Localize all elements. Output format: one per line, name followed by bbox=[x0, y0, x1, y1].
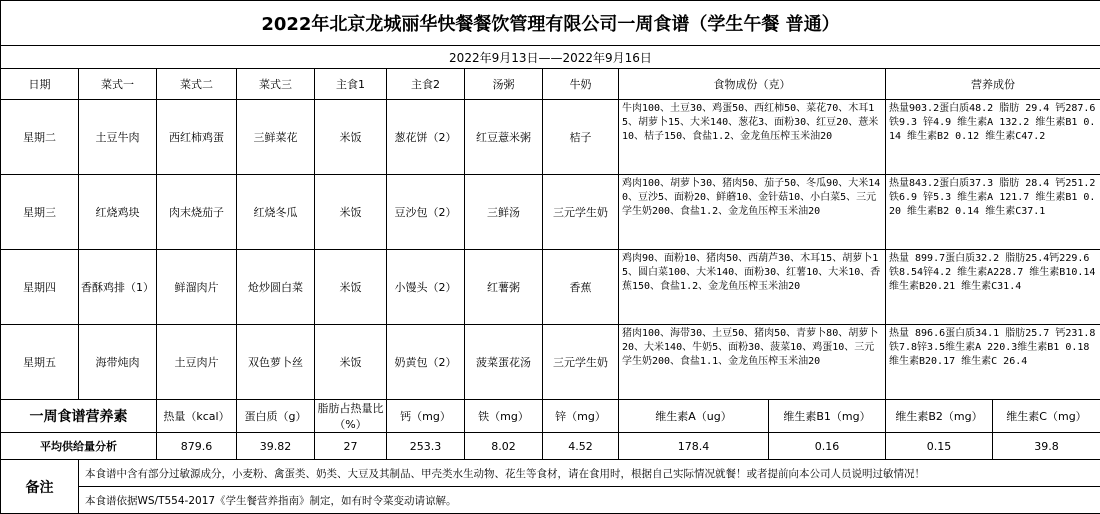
dish3-cell: 双色萝卜丝 bbox=[237, 325, 315, 400]
weekly-header-calcium: 钙（mg） bbox=[387, 400, 465, 433]
header-dish3: 菜式三 bbox=[237, 69, 315, 100]
avg-energy: 879.6 bbox=[157, 433, 237, 460]
avg-vitb1: 0.16 bbox=[769, 433, 886, 460]
soup-cell: 红豆薏米粥 bbox=[465, 100, 543, 175]
avg-protein: 39.82 bbox=[237, 433, 315, 460]
header-date: 日期 bbox=[1, 69, 79, 100]
staple1-cell: 米饭 bbox=[315, 325, 387, 400]
nutrition-cell: 热量903.2蛋白质48.2 脂肪 29.4 钙287.6 铁9.3 锌4.9 维生素A 132.2 维生素B1 0.14 维生素B2 0.12 维生素C47.2 bbox=[886, 100, 1100, 175]
weekly-header-energy: 热量（kcal） bbox=[157, 400, 237, 433]
dish1-cell: 土豆牛肉 bbox=[79, 100, 157, 175]
day-cell: 星期四 bbox=[1, 250, 79, 325]
nutrition-cell: 热量843.2蛋白质37.3 脂肪 28.4 钙251.2 铁6.9 锌5.3 维生素A 121.7 维生素B1 0.20 维生素B2 0.14 维生素C37.1 bbox=[886, 175, 1100, 250]
notes-row bbox=[1, 487, 1100, 514]
note-standard: 本食谱依据WS/T554-2017《学生餐营养指南》制定，如有时令菜变动请谅解。 bbox=[79, 487, 1100, 514]
staple1-cell: 米饭 bbox=[315, 175, 387, 250]
date-range: 2022年9月13日——2022年9月16日 bbox=[1, 46, 1100, 69]
dish2-cell: 西红柿鸡蛋 bbox=[157, 100, 237, 175]
average-label: 平均供给量分析 bbox=[1, 433, 157, 460]
header-dish2: 菜式二 bbox=[157, 69, 237, 100]
day-cell: 星期二 bbox=[1, 100, 79, 175]
avg-vitc: 39.8 bbox=[993, 433, 1100, 460]
ingredients-cell: 鸡肉90、面粉10、猪肉50、西葫芦30、木耳15、胡萝卜15、圆白菜100、大米140、面粉30、红薯10、大米10、香蕉150、食盐1.2、金龙鱼压榨玉米油20 bbox=[619, 250, 886, 325]
table-row bbox=[1, 325, 1100, 400]
table-row bbox=[1, 100, 1100, 175]
dish2-cell: 土豆肉片 bbox=[157, 325, 237, 400]
avg-calcium: 253.3 bbox=[387, 433, 465, 460]
ingredients-cell: 牛肉100、土豆30、鸡蛋50、西红柿50、菜花70、木耳15、胡萝卜15、大米140、葱花3、面粉30、红豆20、薏米10、桔子150、食盐1.2、金龙鱼压榨玉米油20 bbox=[619, 100, 886, 175]
milk-cell: 香蕉 bbox=[543, 250, 619, 325]
milk-cell: 三元学生奶 bbox=[543, 325, 619, 400]
header-soup: 汤粥 bbox=[465, 69, 543, 100]
weekly-header-protein: 蛋白质（g） bbox=[237, 400, 315, 433]
header-dish1: 菜式一 bbox=[79, 69, 157, 100]
staple1-cell: 米饭 bbox=[315, 250, 387, 325]
header-nutrition: 营养成份 bbox=[886, 69, 1100, 100]
weekly-header-zinc: 锌（mg） bbox=[543, 400, 619, 433]
header-staple1: 主食1 bbox=[315, 69, 387, 100]
day-cell: 星期五 bbox=[1, 325, 79, 400]
dish1-cell: 香酥鸡排（1） bbox=[79, 250, 157, 325]
weekly-nutrient-header-row bbox=[1, 400, 1100, 433]
staple2-cell: 豆沙包（2） bbox=[387, 175, 465, 250]
notes-label: 备注 bbox=[1, 460, 79, 514]
day-cell: 星期三 bbox=[1, 175, 79, 250]
milk-cell: 三元学生奶 bbox=[543, 175, 619, 250]
soup-cell: 菠菜蛋花汤 bbox=[465, 325, 543, 400]
staple2-cell: 小馒头（2） bbox=[387, 250, 465, 325]
header-row bbox=[1, 69, 1100, 100]
weekly-header-iron: 铁（mg） bbox=[465, 400, 543, 433]
ingredients-cell: 猪肉100、海带30、土豆50、猪肉50、青萝卜80、胡萝卜20、大米140、牛奶5、面粉30、菠菜10、鸡蛋10、三元学生奶200、食盐1.1、金龙鱼压榨玉米油20 bbox=[619, 325, 886, 400]
page-title: 2022年北京龙城丽华快餐餐饮管理有限公司一周食谱（学生午餐 普通） bbox=[1, 1, 1100, 46]
header-milk: 牛奶 bbox=[543, 69, 619, 100]
nutrition-cell: 热量 896.6蛋白质34.1 脂肪25.7 钙231.8铁7.8锌3.5维生素A 220.3维生素B1 0.18维生素B20.17 维生素C 26.4 bbox=[886, 325, 1100, 400]
staple2-cell: 奶黄包（2） bbox=[387, 325, 465, 400]
dish1-cell: 海带炖肉 bbox=[79, 325, 157, 400]
avg-vita: 178.4 bbox=[619, 433, 769, 460]
nutrition-cell: 热量 899.7蛋白质32.2 脂肪25.4钙229.6铁8.54锌4.2 维生素A228.7 维生素B10.14 维生素B20.21 维生素C31.4 bbox=[886, 250, 1100, 325]
header-staple2: 主食2 bbox=[387, 69, 465, 100]
dish2-cell: 肉末烧茄子 bbox=[157, 175, 237, 250]
notes-row bbox=[1, 460, 1100, 487]
average-row bbox=[1, 433, 1100, 460]
avg-iron: 8.02 bbox=[465, 433, 543, 460]
dish3-cell: 红烧冬瓜 bbox=[237, 175, 315, 250]
header-ingredients: 食物成份（克） bbox=[619, 69, 886, 100]
table-row bbox=[1, 175, 1100, 250]
soup-cell: 红薯粥 bbox=[465, 250, 543, 325]
ingredients-cell: 鸡肉100、胡萝卜30、猪肉50、茄子50、冬瓜90、大米140、豆沙5、面粉20、鲜蘑10、金针菇10、小白菜5、三元学生奶200、食盐1.2、金龙鱼压榨玉米油20 bbox=[619, 175, 886, 250]
dish2-cell: 鲜溜肉片 bbox=[157, 250, 237, 325]
weekly-header-vitb1: 维生素B1（mg） bbox=[769, 400, 886, 433]
dish1-cell: 红烧鸡块 bbox=[79, 175, 157, 250]
weekly-header-fat: 脂肪占热量比（%） bbox=[315, 400, 387, 433]
weekly-label: 一周食谱营养素 bbox=[1, 400, 157, 433]
soup-cell: 三鲜汤 bbox=[465, 175, 543, 250]
avg-zinc: 4.52 bbox=[543, 433, 619, 460]
dish3-cell: 三鲜菜花 bbox=[237, 100, 315, 175]
milk-cell: 桔子 bbox=[543, 100, 619, 175]
staple1-cell: 米饭 bbox=[315, 100, 387, 175]
avg-fat: 27 bbox=[315, 433, 387, 460]
weekly-header-vitc: 维生素C（mg） bbox=[993, 400, 1100, 433]
staple2-cell: 葱花饼（2） bbox=[387, 100, 465, 175]
note-allergen: 本食谱中含有部分过敏源成分，小麦粉、禽蛋类、奶类、大豆及其制品、甲壳类水生动物、花生等食材，请在食用时，根据自己实际情况就餐！或者提前向本公司人员说明过敏情况！ bbox=[79, 460, 1100, 487]
dish3-cell: 炝炒圆白菜 bbox=[237, 250, 315, 325]
weekly-header-vita: 维生素A（ug） bbox=[619, 400, 769, 433]
avg-vitb2: 0.15 bbox=[886, 433, 993, 460]
weekly-header-vitb2: 维生素B2（mg） bbox=[886, 400, 993, 433]
table-row bbox=[1, 250, 1100, 325]
